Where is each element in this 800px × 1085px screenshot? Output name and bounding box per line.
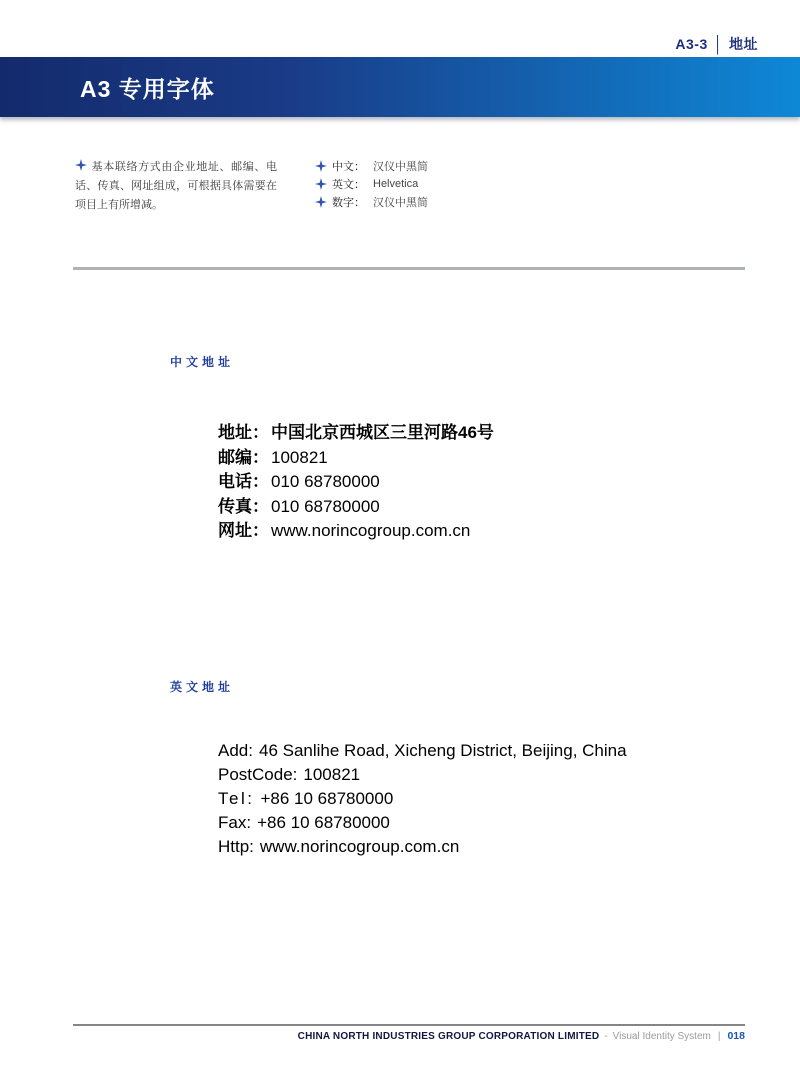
cn-section-title: 中文地址 — [170, 355, 235, 369]
en-address-block — [218, 739, 627, 859]
address-value: 010 68780000 — [271, 472, 380, 491]
footer-company-name: CHINA NORTH INDUSTRIES GROUP CORPORATION LIMITED — [297, 1031, 600, 1042]
address-line — [218, 835, 627, 859]
corner-section-label: 地址 — [729, 36, 758, 52]
address-label: 网址： — [218, 521, 269, 540]
font-spec-row-chinese — [315, 159, 428, 172]
spec-value: 汉仪中黑简 — [373, 160, 428, 173]
address-label: 地址： — [218, 423, 269, 442]
address-line — [218, 495, 494, 520]
address-line — [218, 763, 627, 787]
spec-label: 英文： — [332, 178, 365, 191]
page-title: A3 专用字体 — [80, 75, 215, 102]
address-line — [218, 421, 494, 446]
corner-section-code: A3-3 — [675, 36, 708, 52]
cross-star-icon — [315, 178, 327, 190]
intro-text: 基本联络方式由企业地址、邮编、电话、传真、网址组成，可根据具体需要在项目上有所增减。 — [75, 161, 277, 211]
address-value: 100821 — [271, 447, 328, 467]
cross-star-icon — [75, 159, 87, 171]
address-line — [218, 470, 494, 495]
address-label: 传真： — [218, 496, 269, 516]
address-value: +86 10 68780000 — [257, 813, 390, 832]
cross-star-icon — [315, 196, 327, 208]
intro-paragraph — [75, 158, 277, 215]
spec-label: 中文： — [332, 160, 365, 173]
footer-page-number: 018 — [727, 1030, 745, 1042]
address-value: 010 68780000 — [271, 496, 380, 516]
address-value: www.norincogroup.com.cn — [271, 521, 471, 540]
address-value: www.norincogroup.com.cn — [259, 837, 460, 856]
address-label: Http: — [218, 837, 254, 856]
corner-divider: │ — [713, 34, 723, 54]
address-label: 邮编： — [218, 447, 269, 467]
footer — [298, 1030, 745, 1042]
address-line — [218, 446, 494, 471]
address-label: Tel: — [218, 789, 255, 808]
header-bar — [0, 57, 800, 117]
footer-separator: - — [604, 1031, 608, 1042]
address-value: 100821 — [303, 765, 361, 784]
corner-tag — [675, 34, 758, 54]
address-line — [218, 787, 627, 811]
font-spec-row-numeric — [315, 195, 428, 208]
cn-address-block — [218, 421, 494, 544]
spec-label: 数字： — [332, 196, 365, 209]
address-value: 46 Sanlihe Road, Xicheng District, Beijing, China — [258, 741, 627, 760]
footer-page-divider: | — [717, 1031, 721, 1042]
address-value: 中国北京西城区三里河路46号 — [271, 423, 494, 442]
footer-divider-line — [73, 1024, 745, 1026]
footer-system-label: Visual Identity System — [612, 1031, 711, 1042]
address-line — [218, 811, 627, 835]
address-line — [218, 519, 494, 544]
font-spec-row-english — [315, 177, 428, 190]
address-line — [218, 739, 627, 763]
address-label: 电话： — [218, 472, 269, 491]
en-section-title: 英文地址 — [170, 680, 235, 694]
address-label: Fax: — [218, 813, 252, 832]
address-label: PostCode: — [218, 765, 298, 784]
address-label: Add: — [218, 741, 253, 760]
address-value: +86 10 68780000 — [260, 789, 394, 808]
font-spec-list — [315, 159, 428, 213]
spec-value: 汉仪中黑简 — [373, 196, 428, 209]
spec-value: Helvetica — [373, 177, 419, 190]
divider-line — [73, 267, 745, 270]
cross-star-icon — [315, 160, 327, 172]
